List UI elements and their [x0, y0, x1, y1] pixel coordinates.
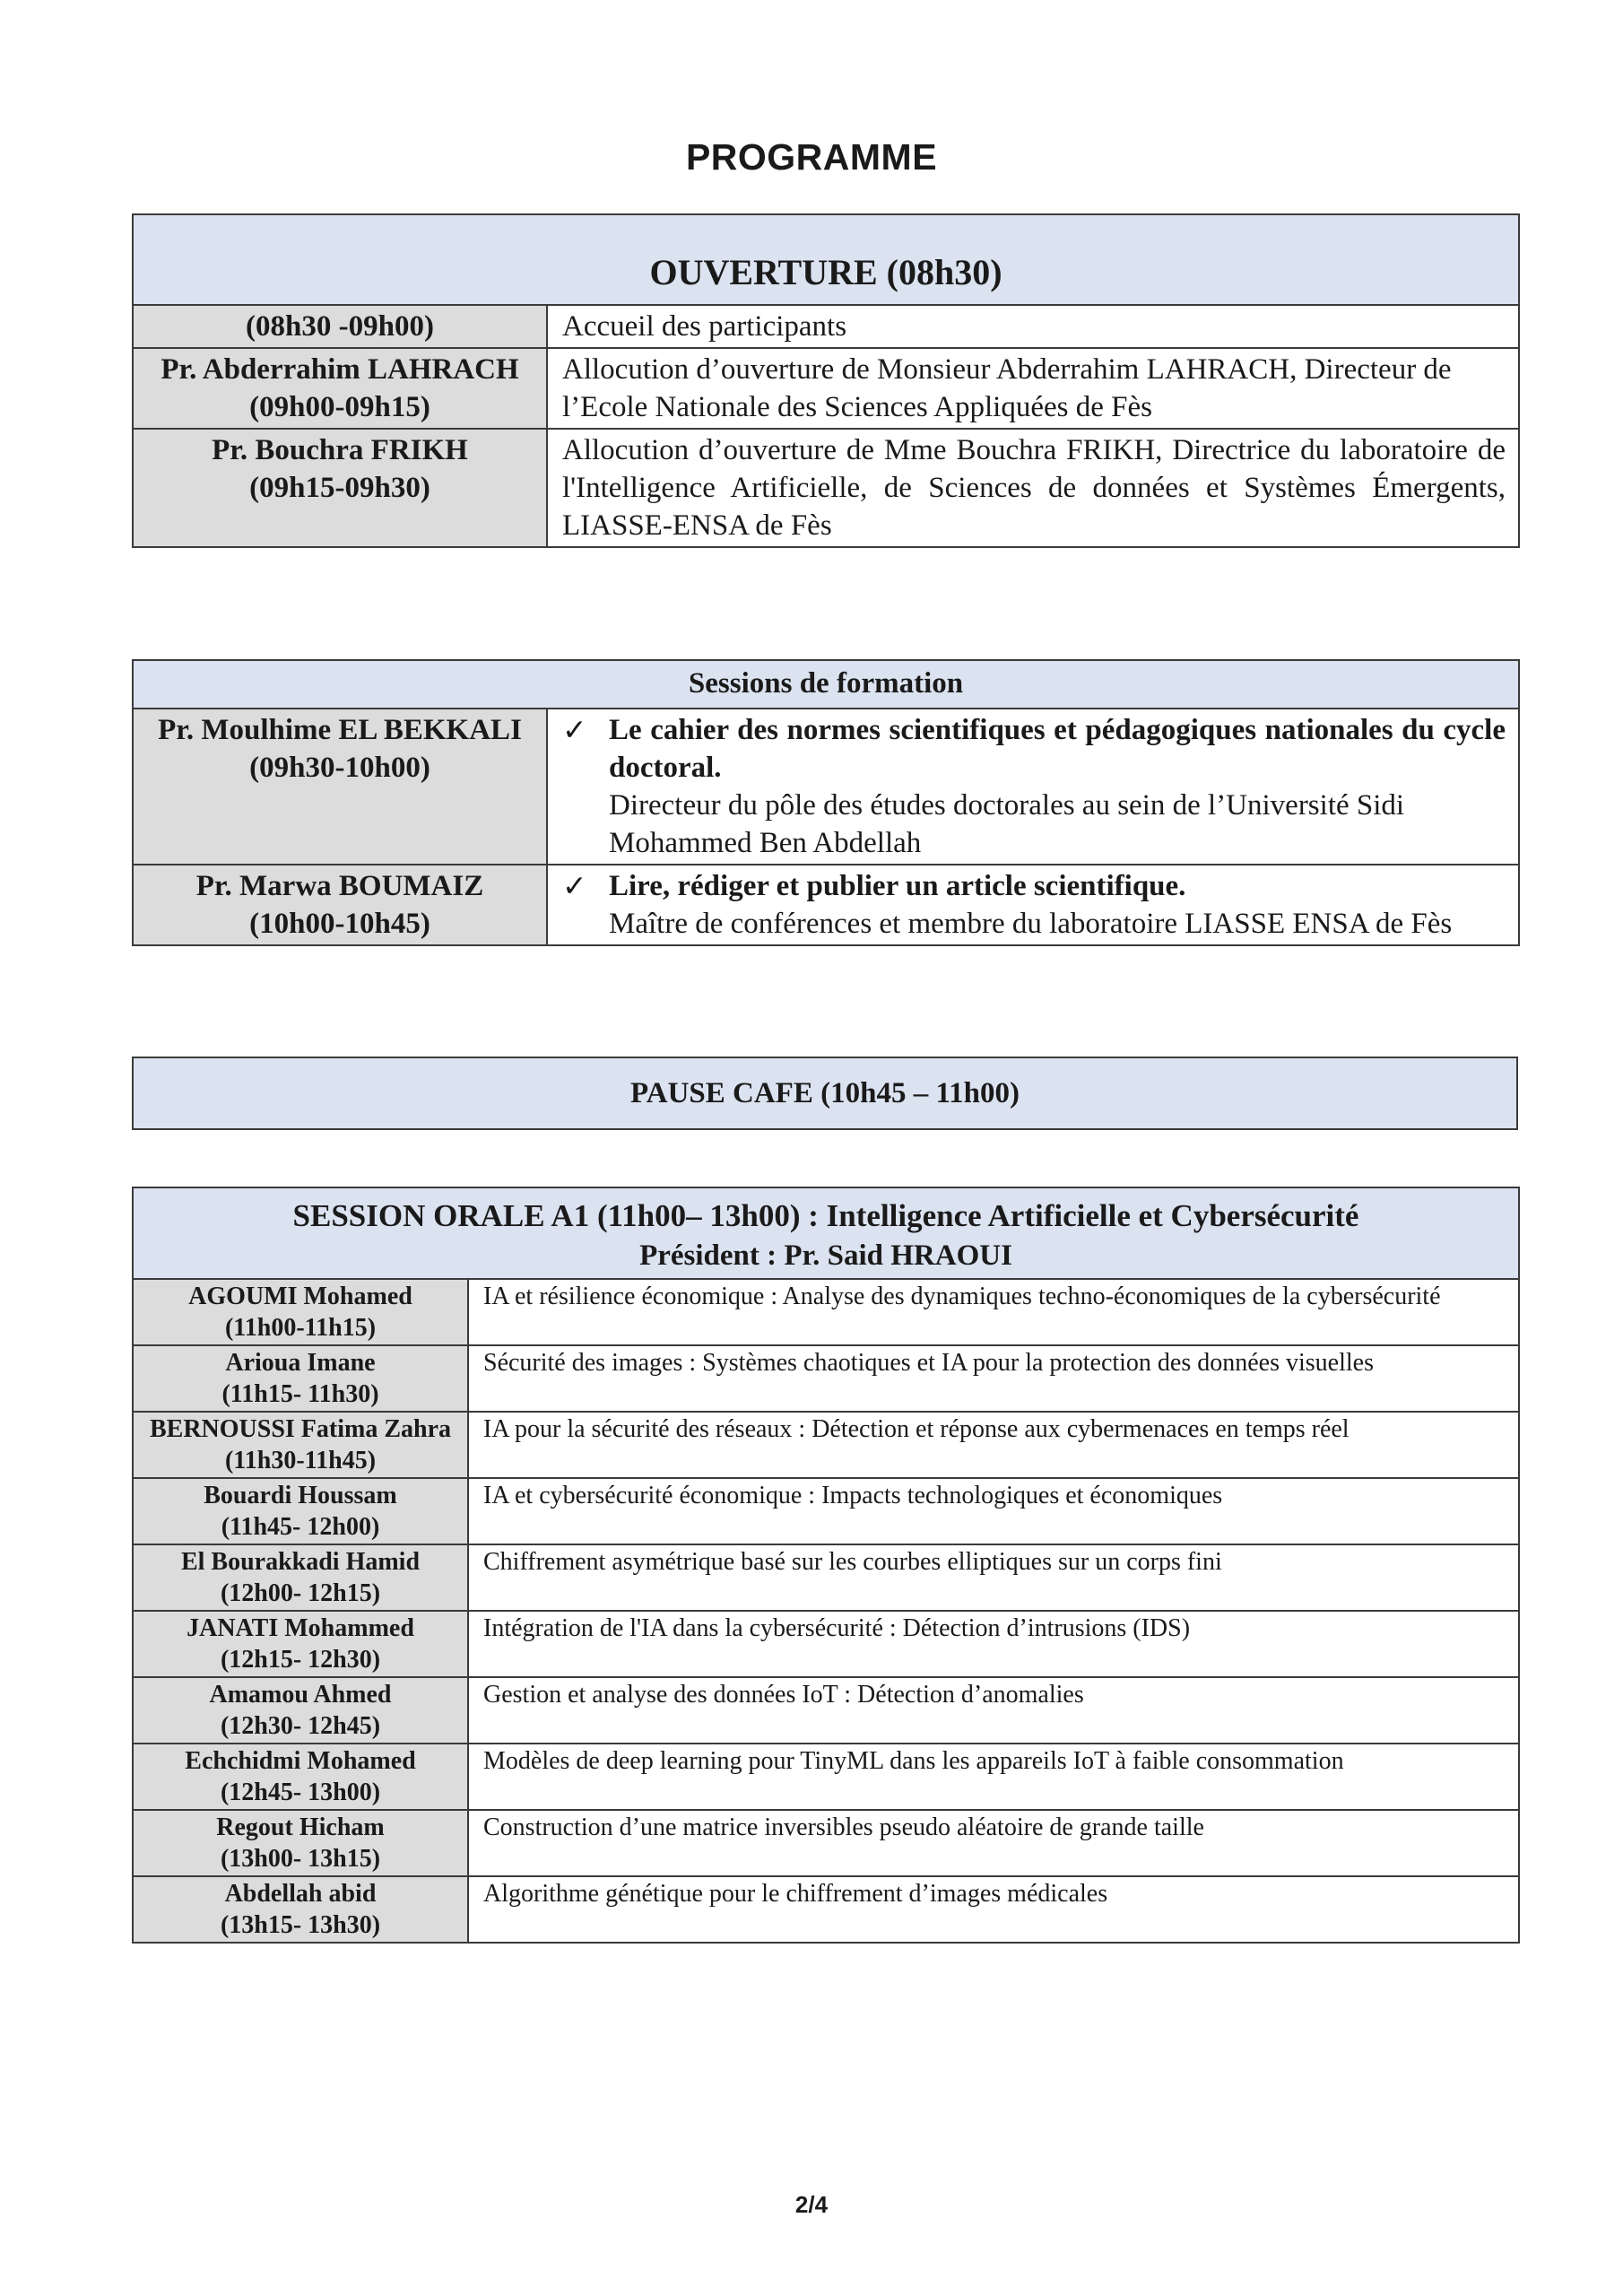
table-row — [133, 709, 1519, 865]
presenter-name: Amamou Ahmed — [209, 1681, 392, 1709]
speaker-time: (09h15-09h30) — [249, 472, 430, 504]
session-header-cell — [133, 1187, 1519, 1279]
training-title: Lire, rédiger et publier un article scientifique. — [609, 870, 1186, 902]
presenter-name: Echchidmi Mohamed — [185, 1747, 416, 1775]
presenter-time: (12h15- 12h30) — [220, 1646, 381, 1674]
speaker-time: (10h00-10h45) — [249, 908, 430, 940]
row-text: Allocution d’ouverture de Monsieur Abderrahim LAHRACH, Directeur de l’Ecole Nationale des Sciences Appliquées de Fès — [547, 348, 1519, 429]
session-president: Président : Pr. Said HRAOUI — [639, 1239, 1012, 1272]
speaker-cell — [133, 429, 547, 547]
table-row — [133, 1876, 1519, 1943]
talk-title: Construction d’une matrice inversibles pseudo aléatoire de grande taille — [468, 1810, 1519, 1876]
talk-title: Algorithme génétique pour le chiffrement d’images médicales — [468, 1876, 1519, 1943]
presenter-time: (11h30-11h45) — [224, 1447, 377, 1474]
page-title: PROGRAMME — [685, 136, 938, 178]
presenter-time: (13h00- 13h15) — [220, 1845, 381, 1873]
presenter-cell — [133, 1544, 468, 1611]
talk-title: Modèles de deep learning pour TinyML dans les appareils IoT à faible consommation — [468, 1744, 1519, 1810]
table-row — [133, 305, 1519, 348]
speaker-cell — [133, 865, 547, 945]
presenter-cell — [133, 1677, 468, 1744]
speaker-name: Pr. Marwa BOUMAIZ — [195, 870, 484, 902]
speaker-cell — [133, 348, 547, 429]
presenter-time: (11h00-11h15) — [224, 1314, 377, 1342]
presenter-cell — [133, 1611, 468, 1677]
presenter-cell — [133, 1279, 468, 1345]
table-row — [133, 1478, 1519, 1544]
table-row — [133, 1345, 1519, 1412]
training-cell — [547, 865, 1519, 945]
training-desc: Directeur du pôle des études doctorales au sein de l’Université Sidi Mohammed Ben Abdellah — [609, 789, 1405, 859]
presenter-name: JANATI Mohammed — [187, 1614, 414, 1642]
talk-title: IA et résilience économique : Analyse des dynamiques techno-économiques de la cybersécurité — [468, 1279, 1519, 1345]
table-row — [133, 865, 1519, 945]
talk-title: Chiffrement asymétrique basé sur les courbes elliptiques sur un corps fini — [468, 1544, 1519, 1611]
row-text: Accueil des participants — [547, 305, 1519, 348]
table-row — [133, 1279, 1519, 1345]
session-title: SESSION ORALE A1 (11h00– 13h00) : Intelligence Artificielle et Cybersécurité — [292, 1198, 1359, 1233]
speaker-name: Pr. Bouchra FRIKH — [212, 434, 468, 466]
presenter-name: Arioua Imane — [225, 1349, 376, 1377]
presenter-cell — [133, 1412, 468, 1478]
training-title: Le cahier des normes scientifiques et pédagogiques nationales du cycle doctoral. — [609, 714, 1506, 784]
page-number: 2/4 — [794, 2191, 829, 2218]
speaker-name: Pr. Moulhime EL BEKKALI — [158, 714, 522, 746]
presenter-time: (12h00- 12h15) — [220, 1579, 381, 1607]
presenter-name: BERNOUSSI Fatima Zahra — [149, 1415, 452, 1443]
presenter-time: (11h15- 11h30) — [221, 1380, 379, 1408]
presenter-time: (13h15- 13h30) — [220, 1911, 381, 1939]
speaker-name: Pr. Abderrahim LAHRACH — [161, 353, 519, 386]
opening-table — [132, 213, 1520, 548]
presenter-name: AGOUMI Mohamed — [188, 1283, 412, 1310]
row-text: Allocution d’ouverture de Mme Bouchra FRIKH, Directrice du laboratoire de l'Intelligence Artificielle, de Sciences de données et Systèmes Émergents, LIASSE-ENSA de Fès — [547, 429, 1519, 547]
training-table — [132, 659, 1520, 946]
presenter-cell — [133, 1478, 468, 1544]
table-row — [133, 1412, 1519, 1478]
table-row — [133, 1810, 1519, 1876]
table-row — [133, 1611, 1519, 1677]
table-row — [133, 1677, 1519, 1744]
presenter-cell — [133, 1810, 468, 1876]
table-row — [133, 1744, 1519, 1810]
talk-title: Gestion et analyse des données IoT : Détection d’anomalies — [468, 1677, 1519, 1744]
talk-title: Intégration de l'IA dans la cybersécurité : Détection d’intrusions (IDS) — [468, 1611, 1519, 1677]
presenter-time: (12h45- 13h00) — [220, 1779, 381, 1806]
talk-title: IA pour la sécurité des réseaux : Détection et réponse aux cybermenaces en temps réel — [468, 1412, 1519, 1478]
presenter-name: El Bourakkadi Hamid — [180, 1548, 421, 1576]
speaker-time: (09h30-10h00) — [249, 752, 430, 784]
session-a1-table — [132, 1187, 1520, 1944]
presenter-time: (12h30- 12h45) — [220, 1712, 381, 1740]
table-row — [133, 1544, 1519, 1611]
pause-banner: PAUSE CAFE (10h45 – 11h00) — [132, 1057, 1518, 1130]
presenter-name: Abdellah abid — [224, 1880, 377, 1908]
training-desc: Maître de conférences et membre du laboratoire LIASSE ENSA de Fès — [609, 908, 1453, 940]
table-row — [133, 429, 1519, 547]
speaker-cell — [133, 709, 547, 865]
presenter-cell — [133, 1744, 468, 1810]
opening-header: OUVERTURE (08h30) — [133, 214, 1519, 305]
speaker-time: (09h00-09h15) — [249, 391, 430, 423]
presenter-name: Regout Hicham — [216, 1813, 385, 1841]
talk-title: Sécurité des images : Systèmes chaotiques et IA pour la protection des données visuelles — [468, 1345, 1519, 1412]
check-icon: ✓ — [562, 868, 587, 903]
training-header: Sessions de formation — [133, 660, 1519, 709]
presenter-cell — [133, 1345, 468, 1412]
talk-title: IA et cybersécurité économique : Impacts technologiques et économiques — [468, 1478, 1519, 1544]
table-row — [133, 348, 1519, 429]
presenter-time: (11h45- 12h00) — [221, 1513, 380, 1541]
presenter-name: Bouardi Houssam — [204, 1482, 397, 1509]
check-icon: ✓ — [562, 712, 587, 747]
presenter-cell — [133, 1876, 468, 1943]
time-slot: (08h30 -09h00) — [133, 305, 547, 348]
training-cell — [547, 709, 1519, 865]
